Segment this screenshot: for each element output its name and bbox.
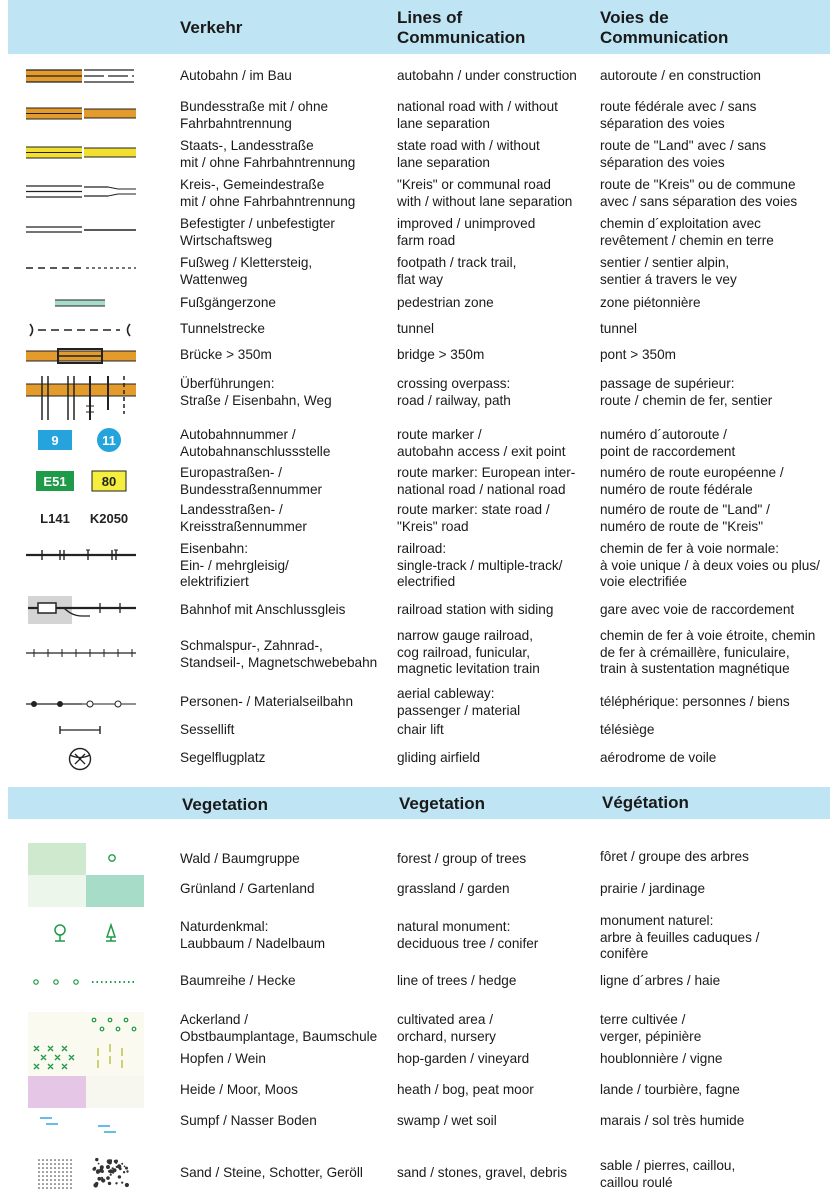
label-de: Heide / Moor, Moos [180, 1082, 298, 1097]
label-fr: prairie / jardinage [600, 881, 706, 896]
label-de: Autobahnnummer / Autobahnanschlussstelle [180, 427, 331, 459]
badge-k2050: K2050 [89, 511, 129, 526]
label-en: crossing overpass: road / railway, path [397, 376, 511, 408]
badge-l141: L141 [40, 511, 70, 526]
header-col-en: Vegetation [399, 794, 485, 813]
label-fr: télésiège [600, 722, 655, 737]
label-fr: lande / tourbière, fagne [600, 1082, 740, 1097]
label-en: tunnel [397, 321, 435, 336]
label-de: Fußweg / Klettersteig, Wattenweg [180, 255, 313, 287]
label-fr: sentier / sentier alpin, sentier á travers le vey [600, 255, 737, 287]
european-road-number-icon [20, 468, 140, 494]
narrow-gauge-icon [20, 646, 140, 660]
autobahn-number-icon [20, 427, 140, 453]
label-fr: autoroute / en construction [600, 68, 761, 83]
label-fr: terre cultivée / verger, pépinière [600, 1012, 702, 1044]
label-fr: numéro de route européenne / numéro de route fédérale [600, 465, 784, 497]
national-road-icon [20, 107, 140, 121]
label-en: line of trees / hedge [397, 973, 517, 988]
farmland-swatches-icon [28, 1012, 148, 1142]
label-de: Personen- / Materialseilbahn [180, 694, 354, 709]
badge-e51: E51 [43, 474, 67, 489]
label-en: narrow gauge railroad, cog railroad, funicular, magnetic levitation train [397, 628, 540, 676]
header-col-en: Lines of Communication [397, 8, 526, 47]
railroad-icon [20, 547, 140, 563]
label-de: Grünland / Gartenland [180, 881, 315, 896]
label-en: hop-garden / vineyard [397, 1051, 530, 1066]
label-en: autobahn / under construction [397, 68, 577, 83]
label-en: chair lift [397, 722, 444, 737]
label-fr: route de "Land" avec / sans séparation des voies [600, 138, 767, 170]
label-en: footpath / track trail, flat way [397, 255, 517, 287]
label-en: gliding airfield [397, 750, 481, 765]
state-road-number-icon [20, 508, 140, 528]
label-en: railroad station with siding [397, 602, 554, 617]
label-fr: numéro de route de "Land" / numéro de route de "Kreis" [600, 502, 770, 534]
label-en: "Kreis" or communal road with / without lane separation [397, 177, 573, 209]
label-de: Hopfen / Wein [180, 1051, 266, 1066]
farm-road-icon [20, 224, 140, 236]
tree-line-icon [20, 976, 140, 988]
header-col-fr: Voies de Communication [600, 8, 729, 47]
sand-stones-icon [36, 1157, 156, 1189]
label-fr: téléphérique: personnes / biens [600, 694, 790, 709]
vegetation-header [8, 787, 830, 819]
station-icon [20, 594, 140, 626]
glider-airfield-icon [20, 747, 140, 771]
label-fr: zone piétonnière [600, 295, 701, 310]
label-fr: marais / sol très humide [600, 1113, 745, 1128]
label-de: Naturdenkmal: Laubbaum / Nadelbaum [180, 919, 326, 951]
tunnel-icon [20, 322, 140, 338]
label-fr: aérodrome de voile [600, 750, 717, 765]
label-de: Wald / Baumgruppe [180, 851, 300, 866]
badge-80: 80 [101, 474, 117, 489]
label-de: Sessellift [180, 722, 235, 737]
label-de: Ackerland / Obstbaumplantage, Baumschule [180, 1012, 378, 1044]
bridge-icon [20, 348, 140, 364]
label-en: pedestrian zone [397, 295, 494, 310]
natural-monument-icon [20, 922, 140, 946]
label-en: natural monument: deciduous tree / conifer [397, 919, 539, 951]
label-en: cultivated area / orchard, nursery [397, 1012, 496, 1044]
label-de: Baumreihe / Hecke [180, 973, 296, 988]
label-en: bridge > 350m [397, 347, 485, 362]
label-fr: pont > 350m [600, 347, 676, 362]
label-de: Landesstraßen- / Kreisstraßennummer [180, 502, 307, 534]
label-de: Fußgängerzone [180, 295, 276, 310]
header-col-de: Vegetation [182, 795, 268, 814]
label-en: swamp / wet soil [397, 1113, 497, 1128]
label-de: Autobahn / im Bau [180, 68, 292, 83]
label-fr: chemin de fer à voie étroite, chemin de fer à crémaillère, funiculaire, train à sustentation magnétique [600, 628, 816, 676]
header-col-de: Verkehr [180, 18, 243, 37]
label-de: Europastraßen- / Bundesstraßennummer [180, 465, 323, 497]
label-en: improved / unimproved farm road [397, 216, 536, 248]
label-en: sand / stones, gravel, debris [397, 1165, 568, 1180]
label-fr: sable / pierres, caillou, caillou roulé [600, 1158, 736, 1190]
badge-exit-11: 11 [102, 433, 116, 448]
state-road-icon [20, 146, 140, 160]
label-en: route marker: state road / "Kreis" road [397, 502, 550, 534]
label-de: Tunnelstrecke [180, 321, 265, 336]
label-de: Befestigter / unbefestigter Wirtschaftsweg [180, 216, 335, 248]
label-de: Sand / Steine, Schotter, Geröll [180, 1165, 363, 1180]
label-fr: numéro d´autoroute / point de raccordement [600, 427, 736, 459]
communal-road-icon [20, 185, 140, 199]
traffic-header [8, 0, 830, 54]
label-fr: fôret / groupe des arbres [600, 849, 749, 864]
cableway-icon [20, 697, 140, 711]
label-en: state road with / without lane separation [397, 138, 540, 170]
label-de: Überführungen: Straße / Eisenbahn, Weg [180, 376, 332, 408]
header-col-fr: Végétation [602, 793, 689, 812]
label-de: Segelflugplatz [180, 750, 266, 765]
pedestrian-zone-icon [20, 298, 140, 308]
autobahn-icon [20, 68, 140, 84]
label-fr: ligne d´arbres / haie [600, 973, 721, 988]
label-fr: gare avec voie de raccordement [600, 602, 795, 617]
label-de: Kreis-, Gemeindestraße mit / ohne Fahrbahntrennung [180, 177, 356, 209]
label-fr: tunnel [600, 321, 638, 336]
label-en: grassland / garden [397, 881, 510, 896]
label-de: Brücke > 350m [180, 347, 272, 362]
label-en: forest / group of trees [397, 851, 527, 866]
label-de: Sumpf / Nasser Boden [180, 1113, 317, 1128]
label-fr: passage de supérieur: route / chemin de fer, sentier [600, 376, 773, 408]
label-fr: houblonnière / vigne [600, 1051, 723, 1066]
label-de: Staats-, Landesstraße mit / ohne Fahrbahntrennung [180, 138, 356, 170]
label-en: route marker / autobahn access / exit point [397, 427, 566, 459]
chairlift-icon [20, 725, 140, 735]
forest-grassland-icon [28, 843, 148, 907]
label-de: Schmalspur-, Zahnrad-, Standseil-, Magnetschwebebahn [180, 638, 378, 670]
label-en: route marker: European inter- national road / national road [397, 465, 576, 497]
label-fr: chemin d´exploitation avec revêtement / chemin en terre [600, 216, 774, 248]
label-de: Eisenbahn: Ein- / mehrgleisig/ elektrifiziert [180, 541, 289, 589]
label-fr: route de "Kreis" ou de commune avec / sans séparation des voies [600, 177, 798, 209]
label-en: railroad: single-track / multiple-track/ electrified [397, 541, 563, 589]
label-de: Bundesstraße mit / ohne Fahrbahntrennung [180, 99, 329, 131]
label-fr: route fédérale avec / sans séparation des voies [600, 99, 757, 131]
label-fr: monument naturel: arbre à feuilles caduques / conifère [600, 913, 760, 961]
label-en: national road with / without lane separation [397, 99, 558, 131]
label-de: Bahnhof mit Anschlussgleis [180, 602, 346, 617]
label-en: heath / bog, peat moor [397, 1082, 534, 1097]
label-fr: chemin de fer à voie normale: à voie unique / à deux voies ou plus/ voie electrifiée [600, 541, 820, 589]
badge-autobahn-9: 9 [51, 433, 59, 448]
overpass-icon [20, 376, 140, 420]
footpath-icon [20, 263, 140, 273]
label-en: aerial cableway: passenger / material [397, 686, 521, 718]
